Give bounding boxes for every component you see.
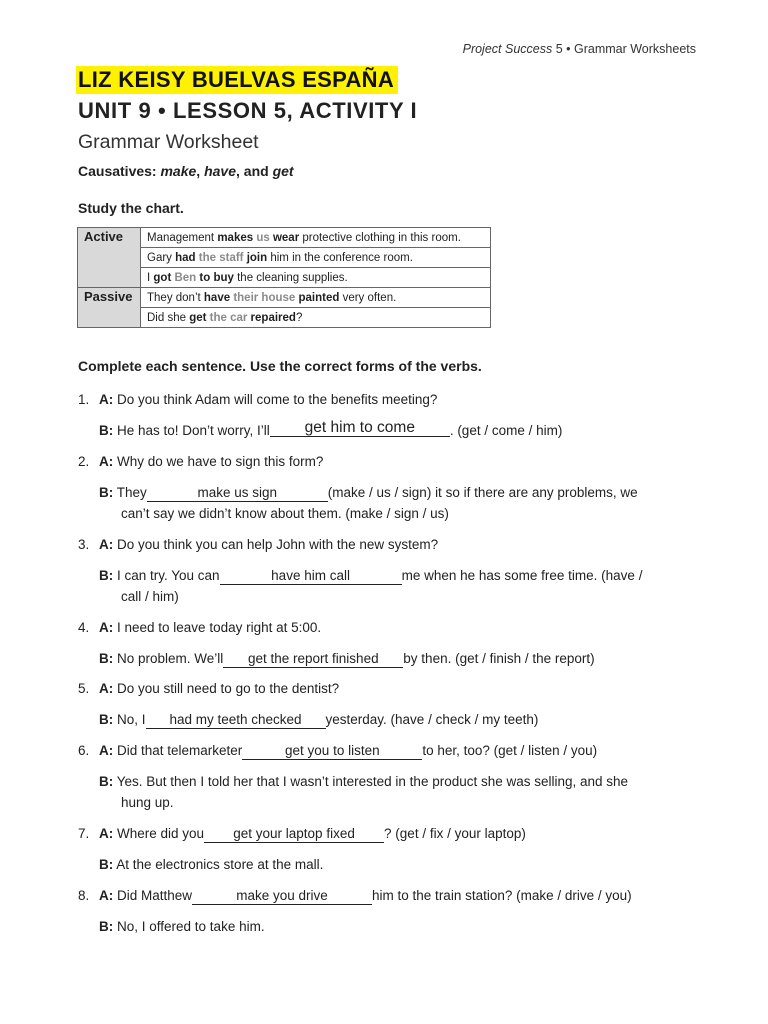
student-name-highlight: LIZ KEISY BUELVAS ESPAÑA (76, 66, 398, 94)
item-number: 3. (78, 537, 90, 552)
chart-sentence-part: protective clothing in this room. (299, 231, 461, 244)
answer-field[interactable]: get your laptop fixed (204, 825, 384, 843)
chart-sentence-part: have (203, 291, 231, 304)
topic-word-make: make (160, 163, 197, 179)
chart-sentence-part: wear (272, 231, 300, 244)
response-text: (make / us / sign) it so if there are any problems, we (327, 485, 638, 500)
answer-field[interactable]: make us sign (147, 484, 328, 502)
response-text: No, I offered to take him. (113, 919, 265, 934)
answer-field[interactable]: have him call (220, 567, 402, 585)
chart-sentence-part: him in the conference room. (267, 251, 413, 264)
chart-sentence-part: Gary (147, 251, 176, 264)
exercise-item-2-b (99, 482, 638, 503)
speaker-b: B: (99, 485, 114, 500)
chart-sentence-part: had (175, 251, 196, 264)
chart-sentence-part: painted (298, 291, 340, 304)
speaker-a: A: (99, 620, 114, 635)
topic-heading (78, 163, 294, 179)
response-text: They (113, 485, 147, 500)
speaker-b: B: (99, 919, 114, 934)
item-number: 4. (78, 620, 90, 635)
chart-sentence-part: I (147, 271, 154, 284)
header-rest: 5 • Grammar Worksheets (552, 42, 696, 56)
question-text: him to the train station? (make / drive / you) (372, 888, 632, 903)
chart-sentence-part: Management (147, 231, 218, 244)
item-number: 5. (78, 681, 90, 696)
topic-prefix: Causatives: (78, 163, 161, 179)
chart-sentence-part: repaired (250, 311, 296, 324)
speaker-a: A: (99, 681, 114, 696)
question-text: to her, too? (get / listen / you) (422, 743, 598, 758)
topic-word-get: get (272, 163, 294, 179)
unit-title: UNIT 9 • LESSON 5, ACTIVITY I (78, 98, 418, 123)
study-instruction: Study the chart. (78, 200, 184, 216)
topic-sep: , and (236, 163, 273, 179)
response-text: No problem. We’ll (113, 651, 224, 666)
chart-sentence-part: to buy (199, 271, 234, 284)
chart-sentence-part: Did she (147, 311, 190, 324)
speaker-a: A: (99, 743, 114, 758)
chart-sentence-part: They don’t (147, 291, 204, 304)
item-number: 2. (78, 454, 90, 469)
item-number: 6. (78, 743, 90, 758)
response-text: Yes. But then I told her that I wasn’t interested in the product she was selling, and she (113, 774, 629, 789)
speaker-b: B: (99, 857, 114, 872)
chart-sentence-part: their house (230, 291, 299, 304)
chart-sentence-part: Ben (171, 271, 200, 284)
speaker-b: B: (99, 423, 114, 438)
chart-cell (141, 268, 491, 288)
chart-cell (141, 228, 491, 248)
exercise-item-5-b (99, 709, 538, 730)
chart-sentence-part: the staff (195, 251, 247, 264)
response-continuation: can’t say we didn’t know about them. (make / sign / us) (121, 506, 449, 521)
speaker-a: A: (99, 888, 114, 903)
exercise-item-6-b (99, 771, 628, 792)
response-text: He has to! Don’t worry, I’ll (113, 423, 270, 438)
chart-sentence-part: ? (295, 311, 303, 324)
chart-sentence-part: join (246, 251, 268, 264)
question-text: Do you think you can help John with the new system? (113, 537, 439, 552)
question-text: Why do we have to sign this form? (113, 454, 324, 469)
chart-cell (141, 248, 491, 268)
answer-field[interactable]: get the report finished (223, 650, 403, 668)
chart-sentence-part: got (153, 271, 172, 284)
chart-sentence-part: the cleaning supplies. (233, 271, 348, 284)
response-text: by then. (get / finish / the report) (403, 651, 595, 666)
question-text: Do you still need to go to the dentist? (113, 681, 340, 696)
response-text: No, I (113, 712, 146, 727)
exercise-item-7-b (99, 854, 323, 875)
chart-cell (141, 288, 491, 308)
response-text: I can try. You can (113, 568, 220, 583)
response-text: me when he has some free time. (have / (401, 568, 643, 583)
speaker-b: B: (99, 568, 114, 583)
response-continuation: call / him) (121, 589, 179, 604)
speaker-a: A: (99, 392, 114, 407)
topic-sep: , (196, 163, 205, 179)
question-text: Do you think Adam will come to the benefits meeting? (113, 392, 438, 407)
question-text: Did Matthew (113, 888, 193, 903)
speaker-b: B: (99, 774, 114, 789)
causatives-chart (77, 227, 491, 328)
active-label: Active (78, 228, 141, 288)
chart-row (78, 288, 491, 308)
chart-sentence-part: very often. (339, 291, 397, 304)
exercise-item-4-b (99, 648, 595, 669)
item-number: 7. (78, 826, 90, 841)
speaker-a: A: (99, 454, 114, 469)
chart-sentence-part: us (253, 231, 273, 244)
question-text: Did that telemarketer (113, 743, 243, 758)
speaker-b: B: (99, 651, 114, 666)
question-text: I need to leave today right at 5:00. (113, 620, 322, 635)
answer-field[interactable]: make you drive (192, 887, 372, 905)
series-name: Project Success (462, 42, 553, 56)
item-number: 8. (78, 888, 90, 903)
answer-field[interactable]: get you to listen (242, 742, 422, 760)
exercise-item-3-b (99, 565, 642, 586)
answer-field[interactable]: get him to come (270, 419, 450, 437)
chart-sentence-part: makes (217, 231, 254, 244)
chart-row (78, 228, 491, 248)
question-text: Where did you (113, 826, 205, 841)
chart-sentence-part: get (189, 311, 207, 324)
speaker-a: A: (99, 826, 114, 841)
speaker-b: B: (99, 712, 114, 727)
response-text: yesterday. (have / check / my teeth) (325, 712, 539, 727)
response-text: . (get / come / him) (449, 423, 563, 438)
question-text: ? (get / fix / your laptop) (384, 826, 526, 841)
exercise-item-8-b (99, 916, 265, 937)
chart-cell (141, 308, 491, 328)
response-continuation: hung up. (121, 795, 174, 810)
response-text: At the electronics store at the mall. (113, 857, 324, 872)
speaker-a: A: (99, 537, 114, 552)
worksheet-title: Grammar Worksheet (78, 131, 259, 153)
item-number: 1. (78, 392, 90, 407)
exercise-item-1-b (99, 420, 562, 441)
passive-label: Passive (78, 288, 141, 328)
page-header (463, 42, 696, 56)
answer-field[interactable]: had my teeth checked (146, 711, 326, 729)
chart-sentence-part: the car (206, 311, 251, 324)
exercise-instruction: Complete each sentence. Use the correct forms of the verbs. (78, 358, 482, 374)
topic-word-have: have (204, 163, 236, 179)
